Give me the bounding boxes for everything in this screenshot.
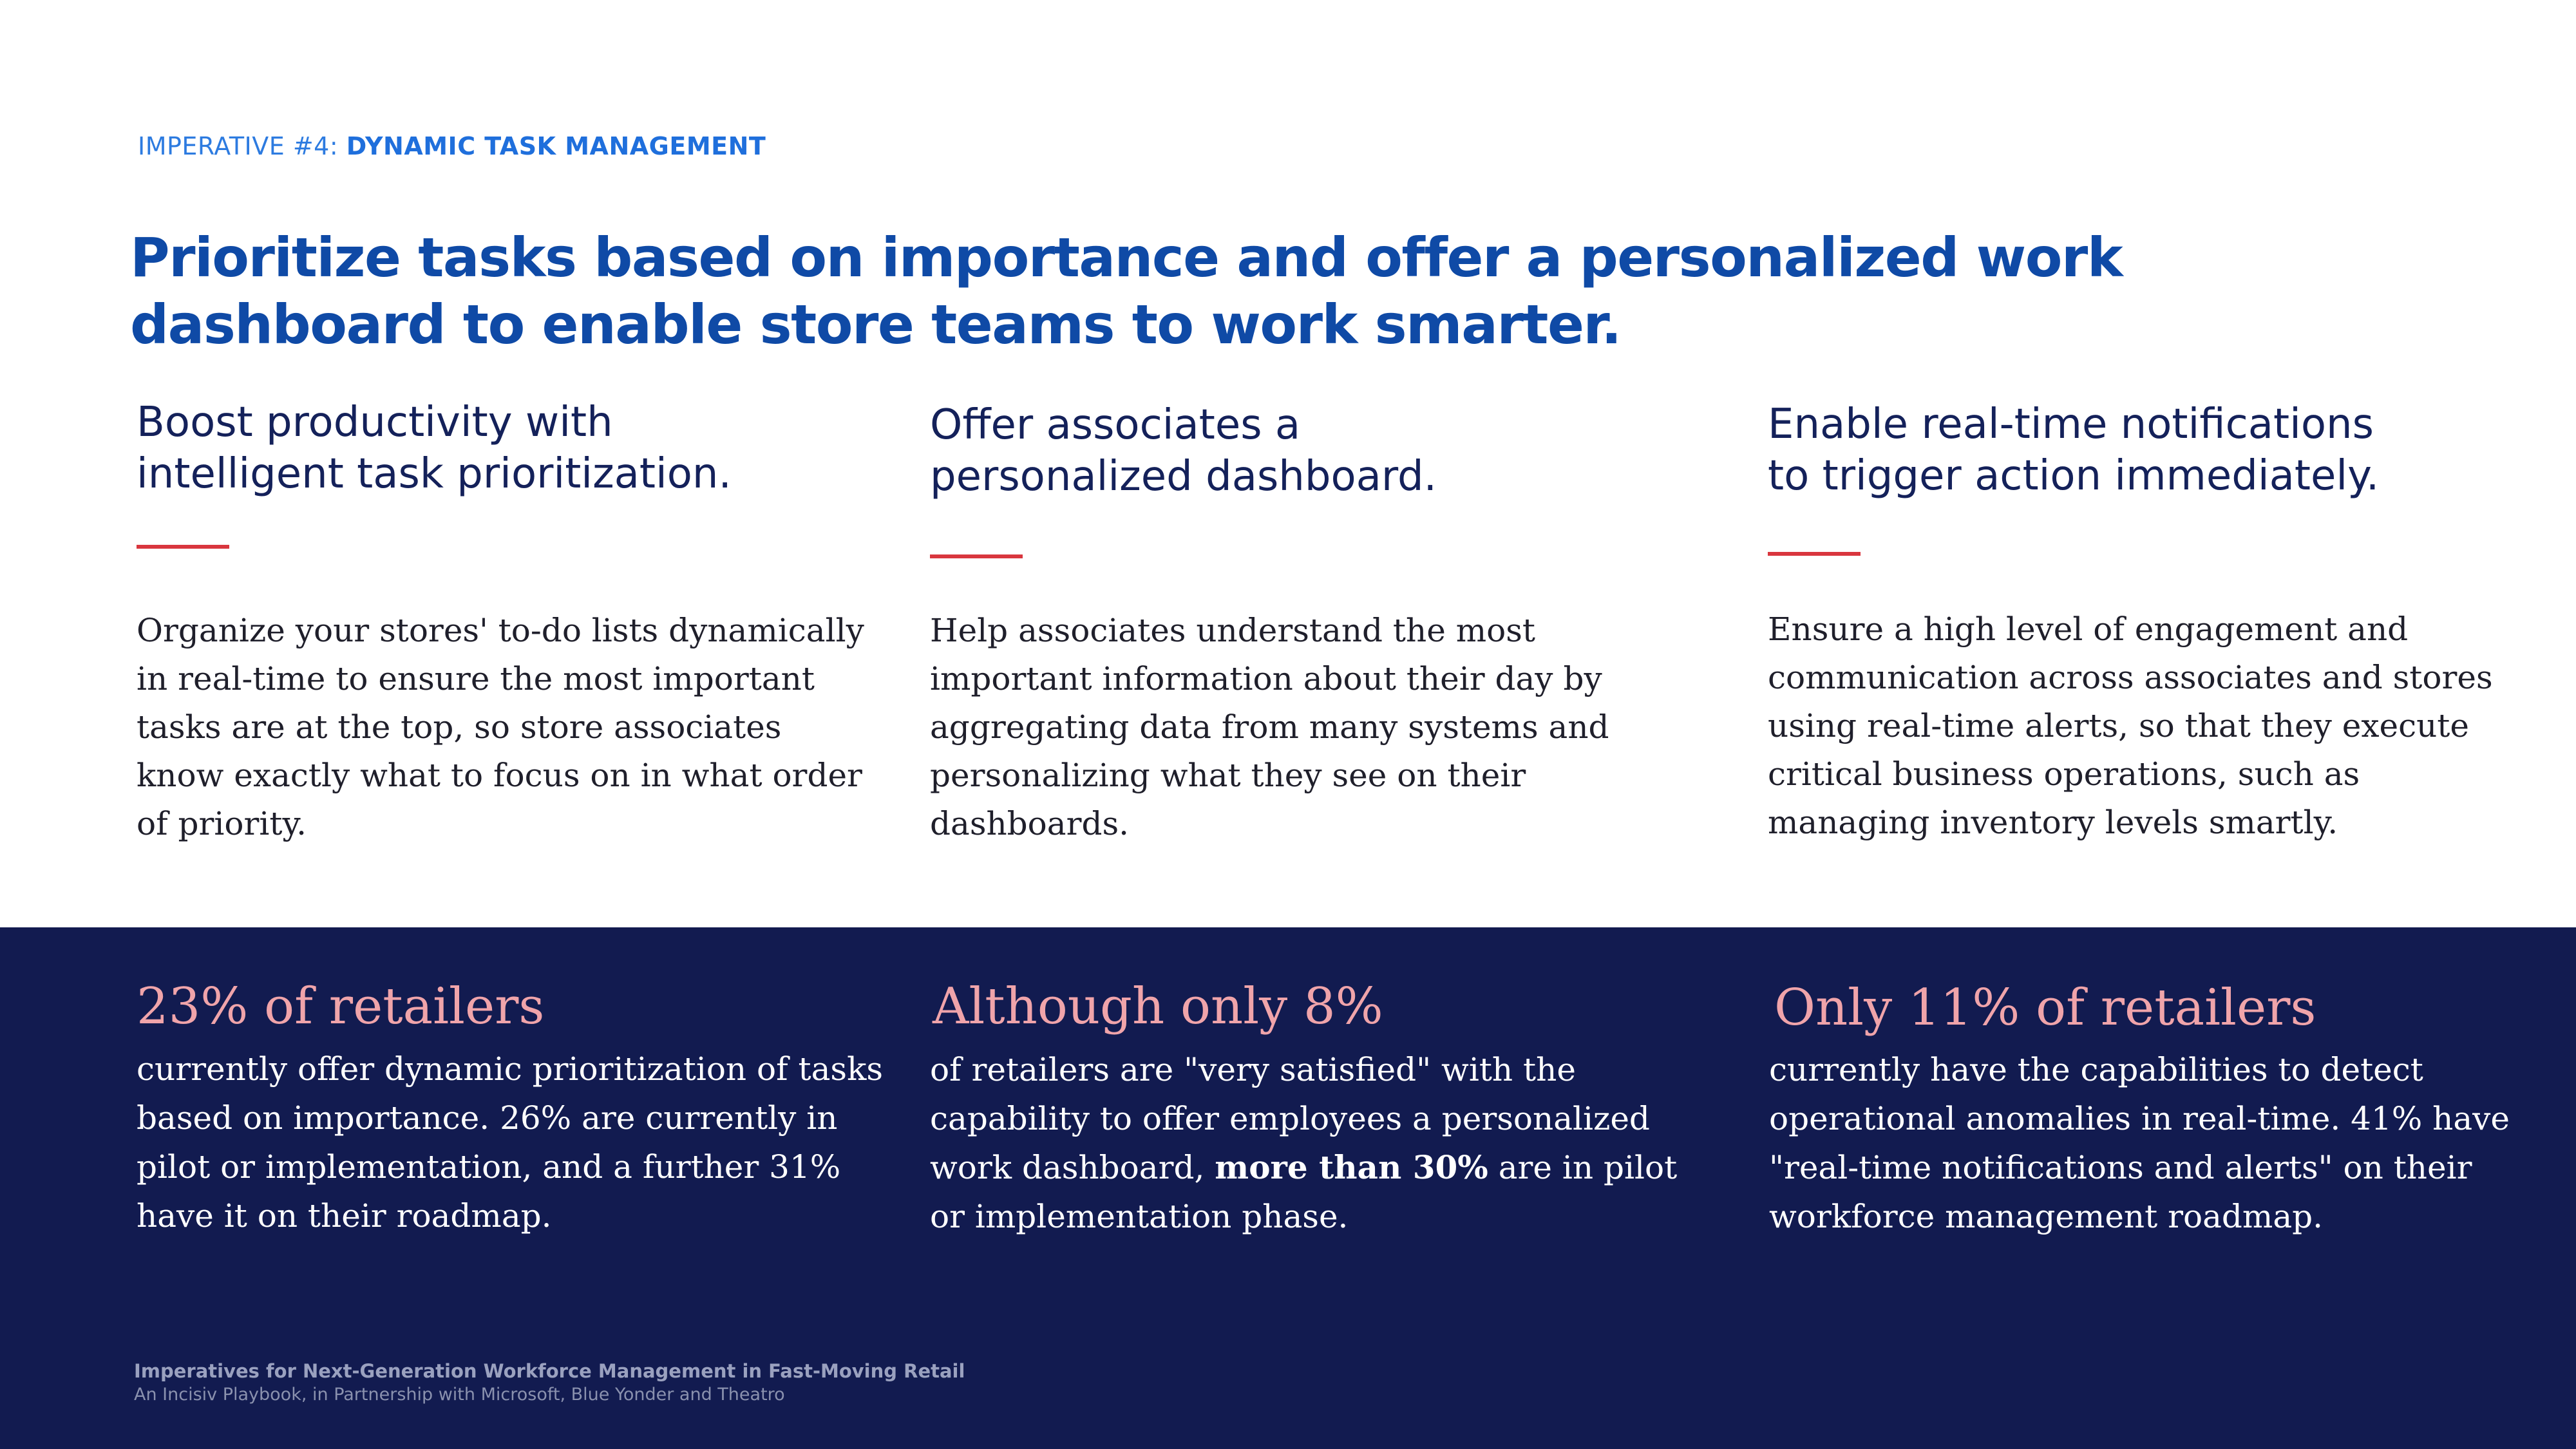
- stat-headline: Only 11% of retailers: [1774, 979, 2316, 1037]
- stat-body: currently have the capabilities to detect operational anomalies in real-time. 41% have "real-time notifications and alerts" on their workforce management roadmap.: [1769, 1051, 2510, 1235]
- footer-subtitle: An Incisiv Playbook, in Partnership with Microsoft, Blue Yonder and Theatro: [134, 1385, 785, 1405]
- imperative-label: [138, 132, 766, 160]
- accent-rule: [930, 554, 1023, 558]
- column-heading: Enable real-time notifications to trigger action immediately.: [1768, 401, 2380, 500]
- stat-emphasis: more than 30%: [1215, 1148, 1488, 1186]
- stat-headline: 23% of retailers: [137, 978, 545, 1036]
- stat-body: of retailers are "very satisfied" with the capability to offer employees a personalized work dashboard, more than 30% are in pilot or implementation phase.: [930, 1051, 1678, 1235]
- accent-rule: [1768, 552, 1861, 556]
- column-heading: Boost productivity with intelligent task prioritization.: [137, 399, 732, 498]
- imperative-prefix: IMPERATIVE #4:: [138, 132, 346, 160]
- accent-rule: [137, 545, 229, 549]
- imperative-title: DYNAMIC TASK MANAGEMENT: [346, 132, 766, 160]
- column-body: Ensure a high level of engagement and communication across associates and stores using real-time alerts, so that they execute critical business operations, such as managing inventory levels smartly.: [1768, 611, 2493, 841]
- column-body: Organize your stores' to-do lists dynamically in real-time to ensure the most important tasks are at the top, so store associates know exactly what to focus on in what order of priority.: [137, 612, 864, 842]
- stat-headline: Although only 8%: [933, 978, 1383, 1036]
- footer-title: Imperatives for Next-Generation Workforce Management in Fast-Moving Retail: [134, 1360, 965, 1382]
- column-body: Help associates understand the most important information about their day by aggregating data from many systems and personalizing what they see on their dashboards.: [930, 612, 1609, 842]
- stat-body: currently offer dynamic prioritization of tasks based on importance. 26% are currently in pilot or implementation, and a further 31% have it on their roadmap.: [137, 1050, 884, 1235]
- column-heading: Offer associates a personalized dashboard.: [930, 401, 1437, 500]
- page-headline: Prioritize tasks based on importance and offer a personalized work dashboard to enable store teams to work smarter.: [130, 226, 2123, 356]
